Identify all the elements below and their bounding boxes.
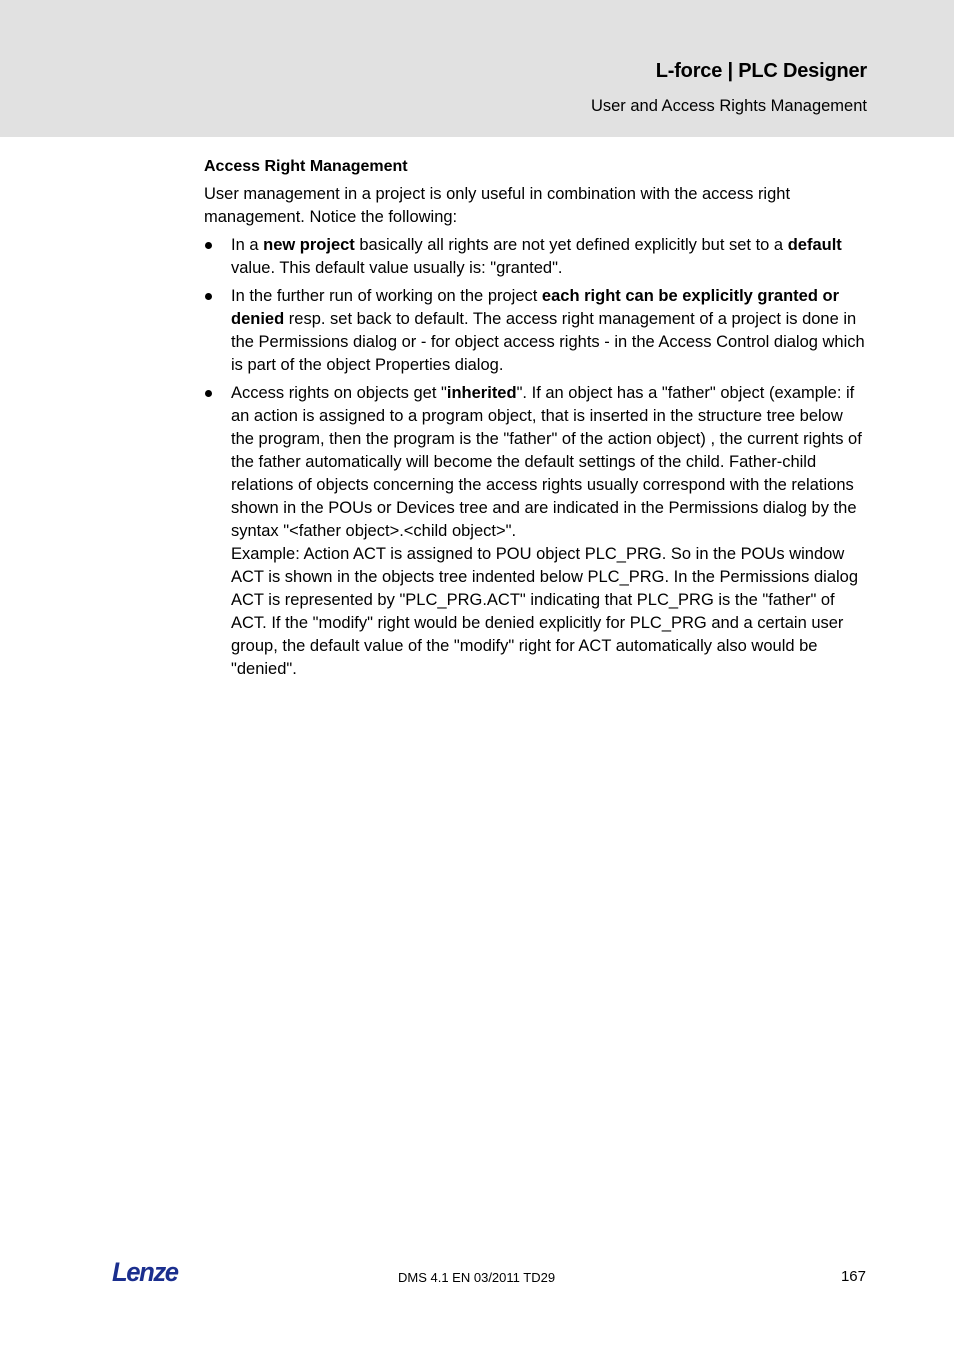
document-title: L-force | PLC Designer (655, 60, 867, 82)
document-reference: DMS 4.1 EN 03/2011 TD29 (398, 1270, 556, 1285)
intro-paragraph: User management in a project is only useful in combination with the access right management. Notice the following: (204, 185, 791, 226)
chapter-subtitle: User and Access Rights Management (590, 97, 867, 115)
bullet-text: resp. set back to default. The access right management of a project is done in the Permissions dialog or - for object access rights - in the Access Control dialog which is part of the object Properties dialog. (231, 310, 865, 374)
bullet-text: value. This default value usually is: "granted". (231, 259, 563, 277)
lenze-logo: Lenze (112, 1257, 178, 1287)
list-item (204, 382, 870, 681)
list-item (204, 285, 870, 377)
bullet-text: In a (231, 236, 264, 254)
example-text: Example: Action ACT is assigned to POU object PLC_PRG. So in the POUs window ACT is shown in the objects tree indented below PLC_PRG. In the Permissions dialog ACT is represented by "PLC_PRG.ACT" indicating that PLC_PRG is the "father" of ACT. If the "modify" right would be denied explicitly for PLC_PRG and a certain user group, the default value of the "modify" right for ACT automatically also would be "denied". (231, 545, 859, 678)
bullet-list (204, 234, 870, 681)
page-content (204, 155, 870, 686)
bullet-text: ". If an object has a "father" object (example: if an action is assigned to a program object, that is inserted in the structure tree below the program, then the program is the "father" of the action object) , the current rights of the father automatically will become the default settings of the child. Father-child relations of objects concerning the access rights usually correspond with the relations shown in the POUs or Devices tree and are indicated in the Permissions dialog by the syntax "<father object>.<child object>". (231, 384, 862, 540)
bullet-emphasis: new project (263, 236, 355, 254)
bullet-text: basically all rights are not yet defined explicitly but set to a (354, 236, 788, 254)
bullet-emphasis: inherited (446, 384, 517, 402)
list-item (204, 234, 870, 280)
bullet-emphasis: default (787, 236, 842, 254)
bullet-text: In the further run of working on the project (231, 287, 542, 305)
section-heading: Access Right Management (204, 158, 408, 175)
bullet-icon (205, 242, 212, 249)
bullet-icon (205, 390, 212, 397)
bullet-emphasis: each right can be explicitly granted or denied (231, 287, 840, 328)
bullet-icon (205, 293, 212, 300)
bullet-text: Access rights on objects get " (231, 384, 447, 402)
page-number: 167 (840, 1268, 866, 1285)
